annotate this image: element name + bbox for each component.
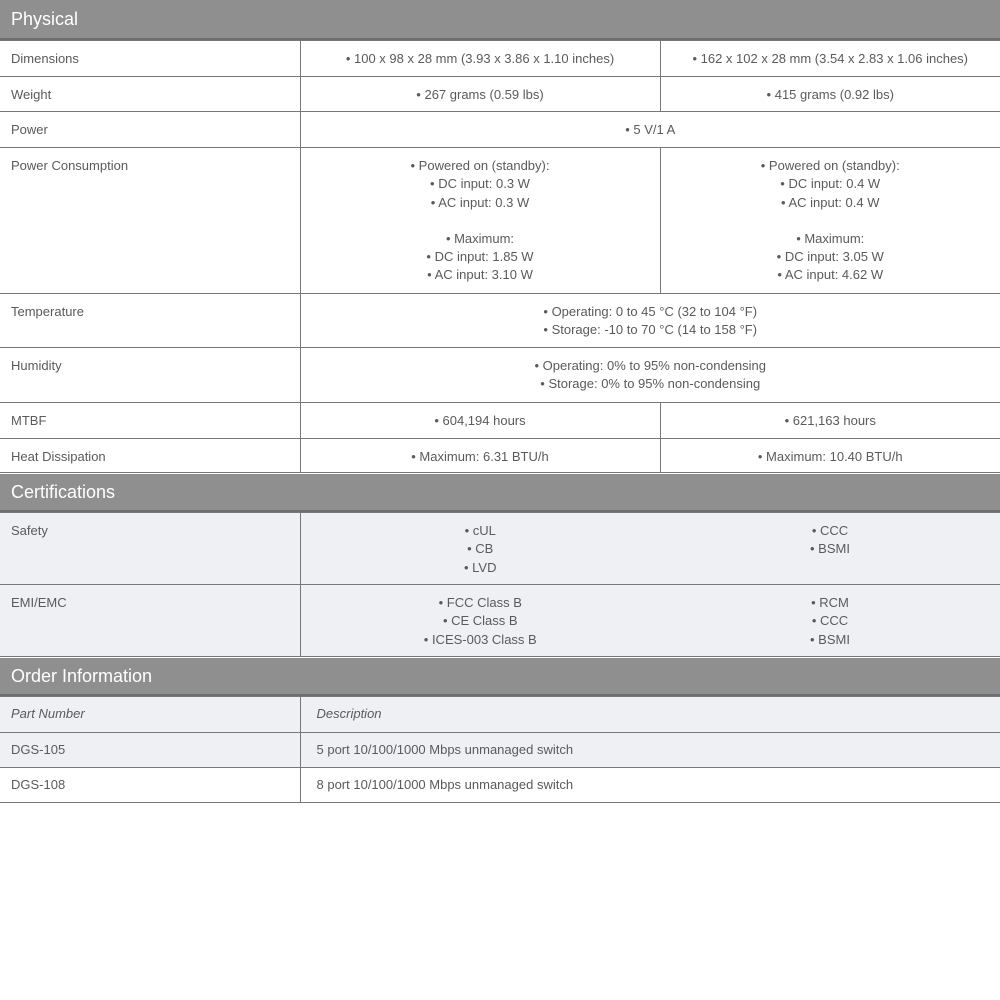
heat-dissipation-label: Heat Dissipation: [0, 439, 300, 473]
consumption-a-line: • Powered on (standby):: [410, 158, 550, 173]
emi-b-item: • BSMI: [810, 631, 850, 647]
physical-section-header: [0, 0, 1000, 40]
humidity-line: • Storage: 0% to 95% non-condensing: [540, 376, 761, 392]
heat-dissipation-dgs108: • Maximum: 10.40 BTU/h: [660, 439, 1000, 473]
safety-dgs105: [300, 513, 660, 585]
power-consumption-row: [0, 148, 1000, 294]
consumption-a-line: • AC input: 0.3 W: [430, 194, 530, 210]
power-consumption-label: Power Consumption: [0, 148, 300, 294]
consumption-a-line: • DC input: 1.85 W: [426, 249, 534, 265]
consumption-b-line: • Maximum:: [796, 230, 865, 246]
emi-emc-row: [0, 585, 1000, 657]
safety-b-item: • BSMI: [810, 541, 850, 557]
safety-a-item: • cUL: [464, 523, 496, 538]
safety-a-item: • LVD: [464, 559, 497, 575]
order-table: [0, 696, 1000, 803]
emi-a-item: • FCC Class B: [438, 595, 522, 610]
emi-emc-label: EMI/EMC: [0, 585, 300, 657]
power-value: • 5 V/1 A: [300, 112, 1000, 148]
emi-a-item: • ICES-003 Class B: [423, 631, 537, 647]
power-row: [0, 112, 1000, 148]
humidity-label: Humidity: [0, 348, 300, 403]
heat-dissipation-row: [0, 439, 1000, 473]
certifications-section-header: [0, 474, 1000, 512]
consumption-b-line: • Powered on (standby):: [760, 158, 900, 173]
safety-row: [0, 513, 1000, 585]
consumption-b-line: • DC input: 0.4 W: [780, 176, 881, 192]
temperature-label: Temperature: [0, 294, 300, 348]
certifications-table: [0, 512, 1000, 657]
certifications-title: Certifications: [11, 481, 116, 502]
temperature-value: [300, 294, 1000, 348]
order-row: [0, 768, 1000, 803]
humidity-line: • Operating: 0% to 95% non-condensing: [534, 358, 766, 373]
consumption-b-line: • AC input: 0.4 W: [781, 194, 880, 210]
weight-dgs105: • 267 grams (0.59 lbs): [300, 77, 660, 112]
consumption-b-line: • AC input: 4.62 W: [777, 267, 884, 283]
consumption-a-line: • Maximum:: [445, 230, 515, 246]
consumption-a-line: • AC input: 3.10 W: [427, 267, 533, 283]
part-number: DGS-108: [0, 768, 300, 803]
physical-spec-table: [0, 40, 1000, 473]
power-consumption-dgs108: [660, 148, 1000, 294]
order-row: [0, 733, 1000, 768]
heat-dissipation-dgs105: • Maximum: 6.31 BTU/h: [300, 439, 660, 473]
weight-dgs108: • 415 grams (0.92 lbs): [660, 77, 1000, 112]
order-title: Order Information: [11, 665, 153, 686]
mtbf-row: [0, 403, 1000, 439]
physical-title: Physical: [11, 8, 79, 29]
mtbf-label: MTBF: [0, 403, 300, 439]
part-number: DGS-105: [0, 733, 300, 768]
mtbf-dgs108: • 621,163 hours: [660, 403, 1000, 439]
emi-emc-dgs105: [300, 585, 660, 657]
safety-dgs108: [660, 513, 1000, 585]
power-consumption-dgs105: [300, 148, 660, 294]
part-number-header: Part Number: [0, 697, 300, 733]
weight-row: [0, 77, 1000, 112]
emi-b-item: • CCC: [811, 613, 849, 629]
safety-b-item: • CCC: [811, 523, 849, 538]
safety-a-item: • CB: [467, 541, 494, 557]
dimensions-dgs105: • 100 x 98 x 28 mm (3.93 x 3.86 x 1.10 inches): [300, 41, 660, 77]
emi-b-item: • RCM: [811, 595, 849, 610]
temperature-line: • Operating: 0 to 45 °C (32 to 104 °F): [543, 304, 758, 319]
power-label: Power: [0, 112, 300, 148]
consumption-a-line: • DC input: 0.3 W: [430, 176, 530, 192]
humidity-value: [300, 348, 1000, 403]
description-header: Description: [300, 697, 1000, 733]
weight-label: Weight: [0, 77, 300, 112]
part-description: 5 port 10/100/1000 Mbps unmanaged switch: [300, 733, 1000, 768]
mtbf-dgs105: • 604,194 hours: [300, 403, 660, 439]
safety-label: Safety: [0, 513, 300, 585]
consumption-b-line: • DC input: 3.05 W: [776, 249, 884, 265]
temperature-line: • Storage: -10 to 70 °C (14 to 158 °F): [543, 322, 758, 338]
dimensions-label: Dimensions: [0, 41, 300, 77]
emi-emc-dgs108: [660, 585, 1000, 657]
emi-a-item: • CE Class B: [442, 613, 518, 629]
order-section-header: [0, 658, 1000, 696]
temperature-row: [0, 294, 1000, 348]
dimensions-row: [0, 41, 1000, 77]
order-header-row: [0, 697, 1000, 733]
humidity-row: [0, 348, 1000, 403]
part-description: 8 port 10/100/1000 Mbps unmanaged switch: [300, 768, 1000, 803]
dimensions-dgs108: • 162 x 102 x 28 mm (3.54 x 2.83 x 1.06 inches): [660, 41, 1000, 77]
